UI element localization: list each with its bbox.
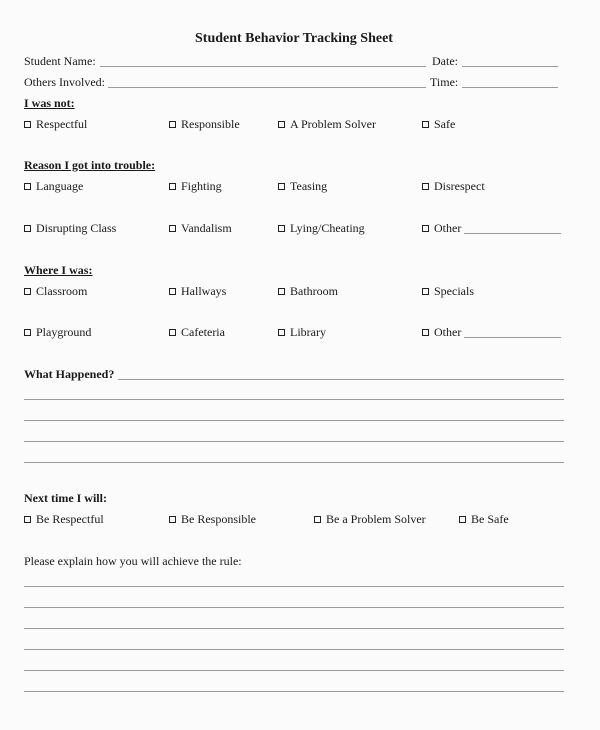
checkbox-icon [169,288,176,295]
checkbox-icon [24,121,31,128]
student-name-label: Student Name: [24,54,96,68]
checkbox-icon [314,516,321,523]
reason-heading: Reason I got into trouble: [24,158,156,172]
checkbox-hallways[interactable]: Hallways [169,284,226,299]
checkbox-cafeteria[interactable]: Cafeteria [169,325,225,340]
checkbox-icon [422,183,429,190]
page-title: Student Behavior Tracking Sheet [195,31,393,46]
what-happened-line-2[interactable] [24,399,564,400]
explain-line-5[interactable] [24,670,564,671]
checkbox-icon [459,516,466,523]
checkbox-playground[interactable]: Playground [24,325,91,340]
others-involved-label: Others Involved: [24,75,105,89]
checkbox-classroom[interactable]: Classroom [24,284,87,299]
checkbox-icon [422,288,429,295]
reason-other-field[interactable] [464,233,561,234]
checkbox-icon [24,516,31,523]
what-happened-label: What Happened? [24,367,115,381]
checkbox-library[interactable]: Library [278,325,326,340]
checkbox-icon [169,121,176,128]
date-label: Date: [432,54,458,68]
checkbox-be-safe[interactable]: Be Safe [459,512,509,527]
explain-line-4[interactable] [24,649,564,650]
checkbox-responsible[interactable]: Responsible [169,117,240,132]
checkbox-safe[interactable]: Safe [422,117,455,132]
next-time-heading: Next time I will: [24,491,107,505]
time-field[interactable] [462,87,558,88]
checkbox-icon [169,183,176,190]
explain-label: Please explain how you will achieve the rule: [24,554,242,568]
checkbox-icon [24,288,31,295]
where-heading: Where I was: [24,263,93,277]
explain-line-1[interactable] [24,586,564,587]
checkbox-teasing[interactable]: Teasing [278,179,327,194]
checkbox-fighting[interactable]: Fighting [169,179,222,194]
explain-line-6[interactable] [24,691,564,692]
checkbox-icon [278,288,285,295]
explain-line-3[interactable] [24,628,564,629]
checkbox-icon [169,225,176,232]
checkbox-be-responsible[interactable]: Be Responsible [169,512,256,527]
checkbox-be-problem-solver[interactable]: Be a Problem Solver [314,512,426,527]
checkbox-bathroom[interactable]: Bathroom [278,284,338,299]
checkbox-icon [278,183,285,190]
what-happened-line-5[interactable] [24,462,564,463]
checkbox-icon [24,183,31,190]
student-name-field[interactable] [100,66,426,67]
checkbox-disrupting-class[interactable]: Disrupting Class [24,221,116,236]
checkbox-icon [422,121,429,128]
time-label: Time: [430,75,459,89]
checkbox-icon [278,121,285,128]
checkbox-icon [278,225,285,232]
checkbox-icon [169,516,176,523]
checkbox-icon [24,225,31,232]
checkbox-disrespect[interactable]: Disrespect [422,179,485,194]
what-happened-line-3[interactable] [24,420,564,421]
checkbox-specials[interactable]: Specials [422,284,474,299]
checkbox-where-other[interactable]: Other [422,325,461,340]
where-other-field[interactable] [464,337,561,338]
others-involved-field[interactable] [108,87,426,88]
what-happened-line-4[interactable] [24,441,564,442]
checkbox-icon [24,329,31,336]
what-happened-line-1[interactable] [118,379,564,380]
checkbox-icon [278,329,285,336]
checkbox-lying-cheating[interactable]: Lying/Cheating [278,221,365,236]
checkbox-icon [422,225,429,232]
checkbox-respectful[interactable]: Respectful [24,117,87,132]
checkbox-be-respectful[interactable]: Be Respectful [24,512,104,527]
checkbox-problem-solver[interactable]: A Problem Solver [278,117,376,132]
checkbox-icon [169,329,176,336]
date-field[interactable] [462,66,558,67]
checkbox-icon [422,329,429,336]
checkbox-reason-other[interactable]: Other [422,221,461,236]
checkbox-vandalism[interactable]: Vandalism [169,221,232,236]
explain-line-2[interactable] [24,607,564,608]
checkbox-language[interactable]: Language [24,179,83,194]
i-was-not-heading: I was not: [24,96,75,110]
